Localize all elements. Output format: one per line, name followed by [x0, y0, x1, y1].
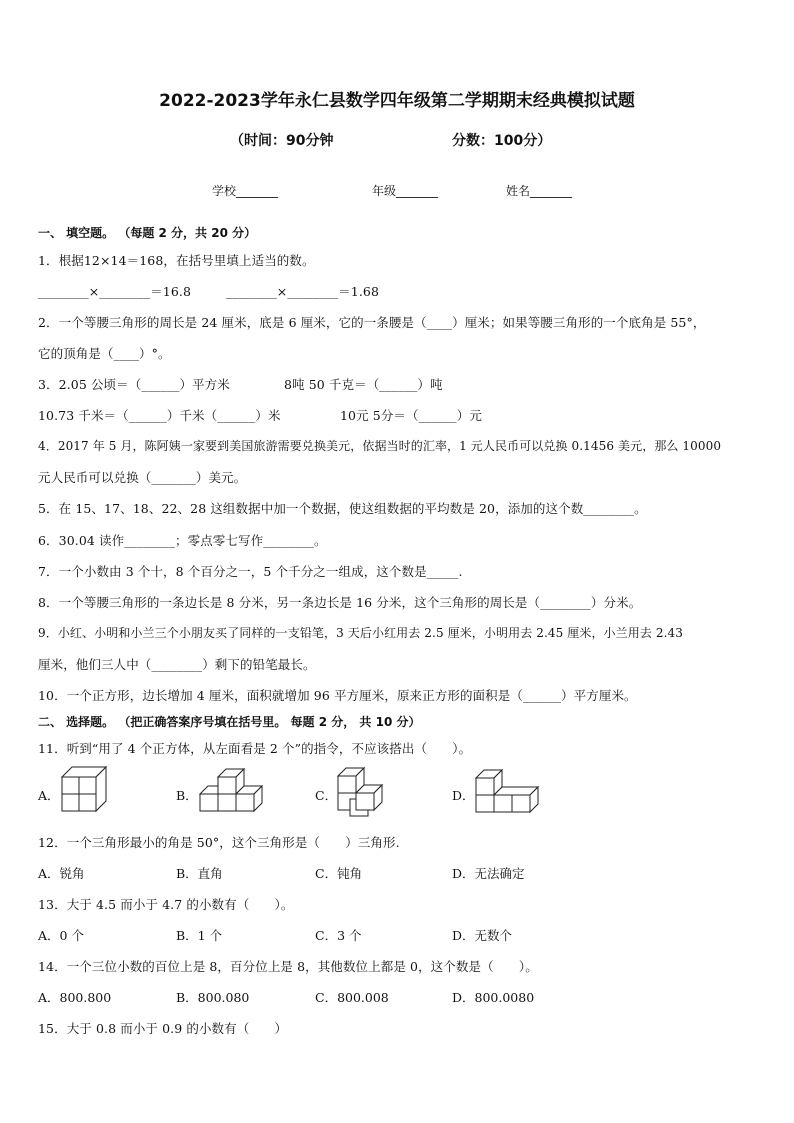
school-field: 学校_______	[212, 184, 279, 198]
exam-time: （时间：90分钟	[230, 133, 334, 149]
q14-option-a: A．800.800	[38, 990, 112, 1005]
question-6: 6．30.04 读作________；零点零七写作________。	[38, 533, 327, 548]
q11-figure-b	[198, 763, 270, 815]
section1-heading: 一、 填空题。 （每题 2 分，共 20 分）	[38, 226, 257, 240]
question-9-line2: 厘米，他们三人中（________）剩下的铅笔最长。	[38, 657, 316, 672]
question-4-line2: 元人民币可以兑换（_______）美元。	[38, 470, 247, 485]
question-1: 1．根据12×14＝168，在括号里填上适当的数。	[38, 253, 315, 268]
q12-option-d: D．无法确定	[452, 866, 525, 881]
q13-option-c: C．3 个	[315, 928, 362, 943]
q14-option-b: B．800.080	[176, 990, 250, 1005]
question-10: 10．一个正方形，边长增加 4 厘米，面积就增加 96 平方厘米，原来正方形的面积是（______）平方厘米。	[38, 688, 637, 703]
question-3c: 10.73 千米＝（______）千米（______）米	[38, 408, 281, 423]
question-2-line1: 2．一个等腰三角形的周长是 24 厘米，底是 6 厘米，它的一条腰是（____）厘米；如果等腰三角形的一个底角是 55°，	[38, 315, 706, 330]
page-title: 2022-2023学年永仁县数学四年级第二学期期末经典模拟试题	[159, 91, 635, 111]
question-1a: ________×________＝16.8	[38, 284, 192, 299]
question-15: 15．大于 0.8 而小于 0.9 的小数有（ ）	[38, 1021, 288, 1036]
question-11: 11．听到“用了 4 个正方体，从左面看是 2 个”的指令，不应该搭出（ ）。	[38, 741, 472, 756]
q11-option-c: C．	[315, 788, 338, 803]
question-3d: 10元 5分＝（______）元	[340, 408, 482, 423]
question-8: 8．一个等腰三角形的一条边长是 8 分米，另一条边长是 16 分米，这个三角形的周长是（________）分米。	[38, 595, 642, 610]
question-1b: ________×________＝1.68	[226, 284, 380, 299]
q12-option-c: C．钝角	[315, 866, 363, 881]
question-2-line2: 它的顶角是（____）°。	[38, 346, 171, 361]
q11-option-d: D．	[452, 788, 475, 803]
q13-option-b: B．1 个	[176, 928, 223, 943]
question-4-line1: 4．2017 年 5 月，陈阿姨一家要到美国旅游需要兑换美元，依据当时的汇率，1 元人民币可以兑换 0.1456 美元，那么 10000	[38, 439, 722, 453]
q11-figure-d	[474, 764, 546, 818]
q14-option-d: D．800.0080	[452, 990, 535, 1005]
question-5: 5．在 15、17、18、22、28 这组数据中加一个数据，使这组数据的平均数是 20，添加的这个数________。	[38, 501, 647, 516]
grade-field: 年级_______	[372, 184, 439, 198]
q11-option-a: A．	[38, 788, 60, 803]
q12-option-b: B．直角	[176, 866, 223, 881]
q11-option-b: B．	[176, 788, 198, 803]
q13-option-a: A．0 个	[38, 928, 84, 943]
q11-figure-c	[336, 764, 386, 818]
q12-option-a: A．锐角	[38, 866, 85, 881]
question-3b: 8吨 50 千克＝（______）吨	[284, 377, 443, 392]
question-13: 13．大于 4.5 而小于 4.7 的小数有（ ）。	[38, 897, 294, 912]
question-12: 12．一个三角形最小的角是 50°，这个三角形是（ ）三角形.	[38, 835, 400, 850]
exam-score: 分数：100分）	[452, 133, 552, 149]
q13-option-d: D．无数个	[452, 928, 513, 943]
q14-option-c: C．800.008	[315, 990, 389, 1005]
question-3a: 3．2.05 公顷＝（______）平方米	[38, 377, 230, 392]
q11-figure-a	[60, 763, 110, 815]
name-field: 姓名_______	[506, 184, 573, 198]
question-14: 14．一个三位小数的百位上是 8，百分位上是 8，其他数位上都是 0，这个数是（ ）。	[38, 959, 538, 974]
section2-heading: 二、 选择题。 （把正确答案序号填在括号里。 每题 2 分， 共 10 分）	[38, 715, 421, 729]
question-7: 7．一个小数由 3 个十，8 个百分之一，5 个千分之一组成，这个数是_____.	[38, 564, 463, 579]
question-9-line1: 9．小红、小明和小兰三个小朋友买了同样的一支铅笔，3 天后小红用去 2.5 厘米，小明用去 2.45 厘米，小兰用去 2.43	[38, 626, 683, 640]
